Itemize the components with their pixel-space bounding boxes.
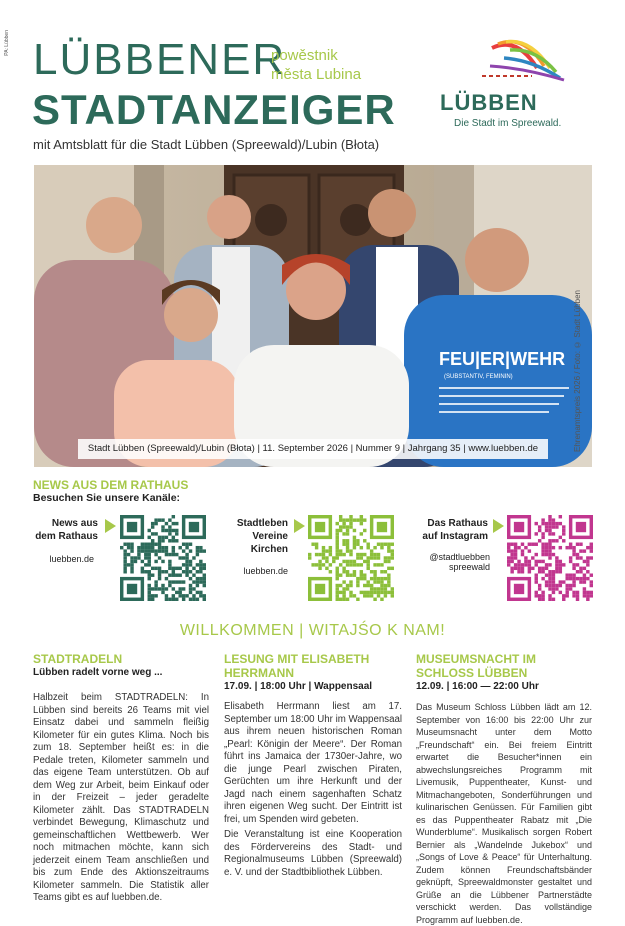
welcome-banner: WILLKOMMEN | WITAJŚO K NAM! (179, 622, 446, 639)
photo-credit: Ehrenamtspreis 2026 / Foto: © Stadt Lübben (573, 290, 582, 452)
news-subheading: Besuchen Sie unsere Kanäle: (33, 492, 181, 504)
news-heading: NEWS AUS DEM RATHAUS (33, 478, 189, 492)
rainbow-swoosh-icon (482, 42, 564, 80)
arrow-icon (105, 519, 116, 533)
channel-sub-news: luebben.de (49, 554, 94, 564)
side-tag: PA: Lübben (4, 30, 10, 56)
channel-label-stadtleben: Stadtleben Vereine Kirchen (236, 518, 288, 555)
masthead-sorbian-line2: města Lubina (271, 66, 362, 83)
article-body: Das Museum Schloss Lübben lädt am 12. September von 16:00 bis 22:00 Uhr zur Museumsnacht unter dem Motto „Freundschaft“ ein. Bei freiem Eintritt erwartet die Besucher*innen ein abwechslungsreiches Programm mit Livemusik, Puppentheater, Kunst- und Mitmachangeboten, Sonderführungen und kulinarischen Genüssen. Für Familien gibt es das Puppentheater Rabatz mit „Die Wunderblume“. Musikalisch sorgen Robert Bernier als „Wandelnde Jukebox“ und „Songs of Love & Peace“ für Unterhaltung. Zudem können Freundschaftsbänder geknüpft, Spreewaldmonster gestaltet und Grüße an die Lübbener Partnerstädte verschickt werden. Das vollständige Programm auf luebben.de. (416, 702, 592, 925)
article-body-2: Die Veranstaltung ist eine Kooperation des Fördervereins des Stadt- und Regionalmuseums Lübben (Spreewald) e. V. und der Stadtbibliothek Lübben. (224, 829, 402, 878)
qr-code-instagram[interactable] (507, 515, 593, 601)
logo-wordmark: LÜBBEN (440, 90, 538, 115)
shirt-text-feuerwehr: FEU|ER|WEHR (439, 349, 566, 369)
cover-photo (34, 165, 592, 467)
article-subheading: 12.09. | 16:00 — 22:00 Uhr (416, 681, 539, 692)
channel-label-instagram: Das Rathaus auf Instagram (422, 518, 488, 542)
article-heading: STADTRADELN (33, 652, 123, 666)
article-heading-line1: LESUNG MIT ELISABETH (224, 652, 370, 666)
arrow-icon (294, 519, 305, 533)
channel-sub-stadtleben: luebben.de (243, 566, 288, 576)
article-subheading: Lübben radelt vorne weg ... (33, 667, 163, 678)
logo-tagline: Die Stadt im Spreewald. (454, 118, 562, 129)
masthead-title-line1: LÜBBENER (33, 35, 287, 84)
article-body: Halbzeit beim STADTRADELN: In Lübben sind bereits 26 Teams mit viel Einsatz dabei und sammeln fleißig Kilometer für ein gutes Klima. Noch bis zum 18. September heißt es: in die Pedale treten, Kilometer sammeln und das eigene Team unterstützen. Ob auf dem Weg zur Arbeit, beim Einkauf oder in der Freizeit – jeder geradelte Kilometer zählt. Das STADTRADELN verbindet Bewegung, Klimaschutz und gemeinschaftlichen Wettbewerb. Wer noch mitmachen möchte, kann sich jederzeit einem Team anschließen und bis zum Ende des Aktionszeitraums Kilometer sammeln. Die Statistik aller Teams gibt es auf luebben.de. (33, 692, 209, 903)
shirt-text-substantiv: (SUBSTANTIV, FEMININ) (444, 374, 513, 380)
article-stadtradeln (33, 652, 209, 905)
article-body: Elisabeth Herrmann liest am 17. September um 18:00 Uhr im Wappensaal aus ihrem neuen historischen Roman „Pearl: Königin der Meere“. Der Roman führt ins Jamaica der 1730er-Jahre, wo die junge Pearl zwischen Piraten, Gerüchten um ihre Herkunft und der Jagd nach einem sagenhaften Schatz ihren eigenen Weg sucht. Der Eintritt ist frei, um Spenden wird gebeten. (224, 701, 402, 825)
channel-sub-instagram: @stadtluebben spreewald (429, 552, 490, 572)
article-subheading: 17.09. | 18:00 Uhr | Wappensaal (224, 681, 373, 692)
article-heading-line1: MUSEUMSNACHT IM (416, 652, 536, 666)
article-heading-line2: HERRMANN (224, 666, 294, 680)
arrow-icon (493, 519, 504, 533)
masthead-sorbian-line1: powěstnik (271, 47, 338, 64)
article-museumsnacht (416, 652, 592, 926)
article-lesung (224, 652, 402, 879)
masthead-title-line2: STADTANZEIGER (32, 86, 396, 133)
issue-caption: Stadt Lübben (Spreewald)/Lubin (Błota) | 11. September 2026 | Nummer 9 | Jahrgang 35 | www.luebben.de (78, 439, 548, 459)
article-heading-line2: SCHLOSS LÜBBEN (416, 666, 528, 680)
qr-code-stadtleben[interactable] (308, 515, 394, 601)
luebben-logo (432, 28, 582, 132)
channel-label-news: News aus dem Rathaus (35, 518, 98, 542)
qr-code-news[interactable] (120, 515, 206, 601)
masthead-subtitle: mit Amtsblatt für die Stadt Lübben (Spreewald)/Lubin (Błota) (33, 137, 380, 152)
